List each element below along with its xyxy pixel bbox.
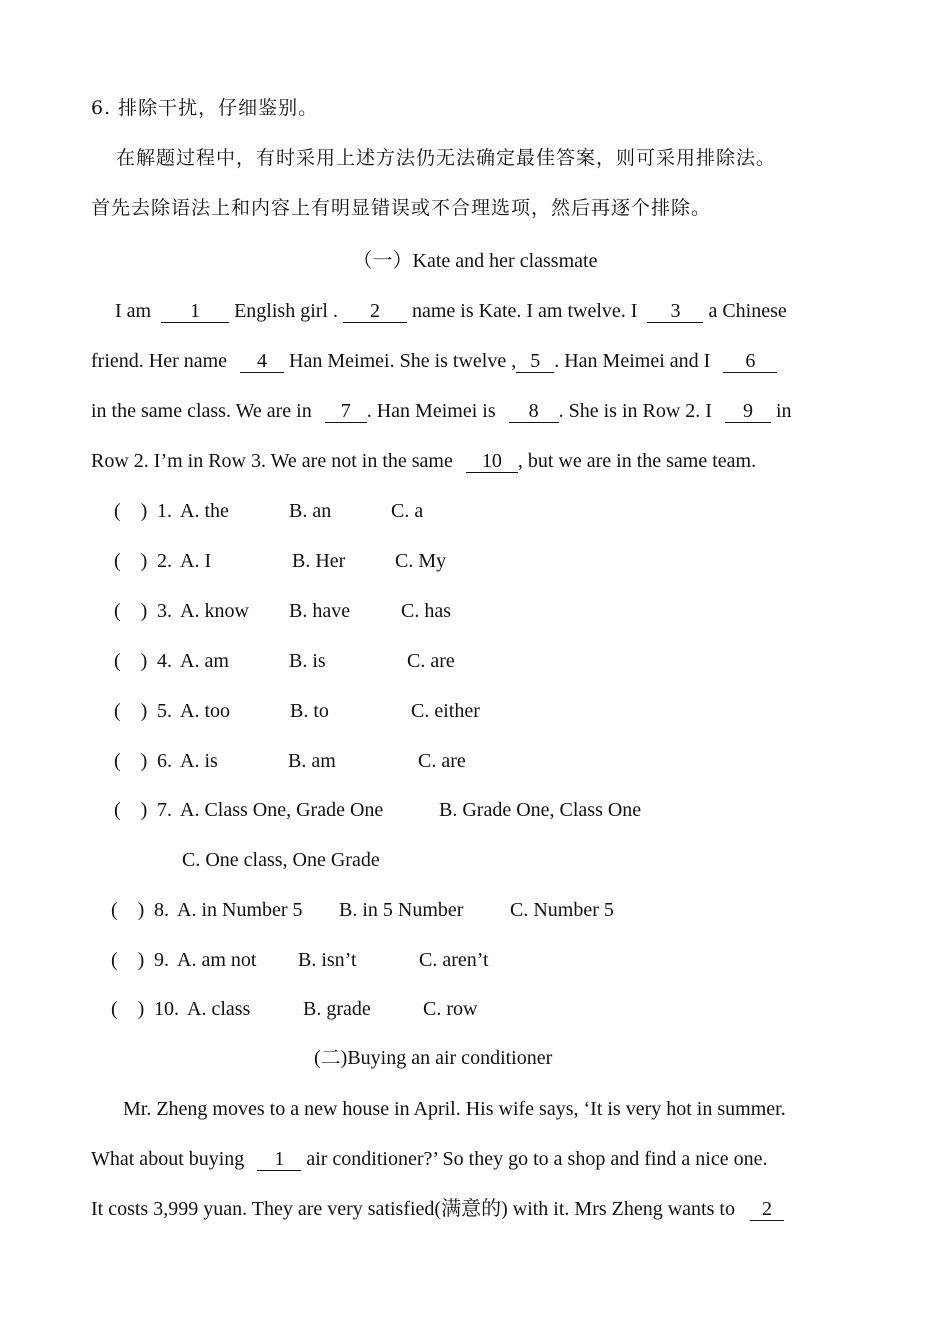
passage-text: What about buying: [91, 1148, 250, 1170]
question-number: 4.: [157, 650, 172, 672]
option-c: C. aren’t: [419, 949, 489, 971]
blank-2[interactable]: 2: [750, 1198, 784, 1221]
answer-paren[interactable]: ( ): [114, 600, 148, 622]
passage-text: . She is in Row 2. I: [558, 400, 717, 422]
blank-2[interactable]: 2: [343, 300, 407, 323]
passage-text: I am: [115, 300, 157, 322]
answer-paren[interactable]: ( ): [111, 998, 145, 1020]
question-number: 5.: [157, 700, 172, 722]
option-b: B. an: [289, 500, 332, 522]
question-number: 8.: [154, 899, 169, 921]
option-c: C. either: [411, 700, 480, 722]
passage-text: air conditioner?’ So they go to a shop and find a nice one.: [301, 1148, 768, 1170]
section1-title: （一）Kate and her classmate: [352, 250, 598, 272]
section2-line-3: [91, 1196, 784, 1222]
answer-paren[interactable]: ( ): [114, 500, 148, 522]
passage-line-1: [115, 298, 787, 324]
section2-title: (二)Buying an air conditioner: [314, 1047, 553, 1069]
question-number: 1.: [157, 500, 172, 522]
question-number: 7.: [157, 799, 172, 821]
answer-paren[interactable]: ( ): [114, 550, 148, 572]
answer-paren[interactable]: ( ): [114, 750, 148, 772]
blank-1[interactable]: 1: [161, 300, 229, 323]
blank-4[interactable]: 4: [240, 350, 284, 373]
blank-10[interactable]: 10: [466, 450, 518, 473]
section2-line-1: Mr. Zheng moves to a new house in April. His wife says, ‘It is very hot in summer.: [123, 1098, 786, 1120]
blank-1[interactable]: 1: [257, 1148, 301, 1171]
passage-text: . Han Meimei and I: [554, 350, 716, 372]
option-b: B. Her: [292, 550, 346, 572]
answer-paren[interactable]: ( ): [111, 899, 145, 921]
option-a: A. am: [180, 650, 229, 672]
passage-text: Han Meimei. She is twelve ,: [284, 350, 517, 372]
option-c: C. has: [401, 600, 451, 622]
passage-text: in: [770, 400, 792, 422]
passage-line-4: [91, 448, 756, 474]
exercise-heading: 6. 排除干扰，仔细鉴别。: [91, 97, 319, 119]
option-b: B. am: [288, 750, 336, 772]
option-c: C. row: [423, 998, 478, 1020]
answer-paren[interactable]: ( ): [111, 949, 145, 971]
option-a: A. know: [180, 600, 249, 622]
option-b: B. is: [289, 650, 326, 672]
blank-3[interactable]: 3: [647, 300, 703, 323]
passage-line-3: [91, 398, 792, 424]
option-c: C. are: [418, 750, 466, 772]
answer-paren[interactable]: ( ): [114, 650, 148, 672]
option-a: A. I: [180, 550, 212, 572]
passage-line-2: [91, 348, 777, 374]
option-b: B. isn’t: [298, 949, 357, 971]
passage-text: It costs 3,999 yuan. They are very satisfied(满意的) with it. Mrs Zheng wants to: [91, 1198, 740, 1220]
passage-text: Row 2. I’m in Row 3. We are not in the same: [91, 450, 458, 472]
blank-9[interactable]: 9: [725, 400, 771, 423]
passage-text: friend. Her name: [91, 350, 233, 372]
intro-line-1: 在解题过程中，有时采用上述方法仍无法确定最佳答案，则可采用排除法。: [116, 147, 777, 169]
option-a: A. class: [187, 998, 251, 1020]
option-c: C. One class, One Grade: [182, 849, 380, 871]
question-number: 6.: [157, 750, 172, 772]
option-a: A. am not: [177, 949, 257, 971]
question-number: 9.: [154, 949, 169, 971]
question-number: 2.: [157, 550, 172, 572]
option-a: A. too: [180, 700, 230, 722]
passage-text: . Han Meimei is: [366, 400, 501, 422]
option-c: C. are: [407, 650, 455, 672]
option-b: B. have: [289, 600, 351, 622]
question-number: 10.: [154, 998, 179, 1020]
passage-text: in the same class. We are in: [91, 400, 317, 422]
option-c: C. My: [395, 550, 447, 572]
option-a: A. in Number 5: [177, 899, 303, 921]
passage-text: , but we are in the same team.: [517, 450, 757, 472]
blank-5[interactable]: 5: [516, 350, 554, 373]
option-a: A. Class One, Grade One: [180, 799, 384, 821]
blank-6[interactable]: 6: [723, 350, 777, 373]
option-a: A. the: [180, 500, 229, 522]
intro-line-2: 首先去除语法上和内容上有明显错误或不合理选项，然后再逐个排除。: [91, 197, 712, 219]
option-b: B. grade: [303, 998, 371, 1020]
option-c: C. a: [391, 500, 424, 522]
option-b: B. Grade One, Class One: [439, 799, 642, 821]
passage-text: a Chinese: [703, 300, 787, 322]
option-a: A. is: [180, 750, 218, 772]
passage-text: English girl .: [229, 300, 343, 322]
blank-7[interactable]: 7: [325, 400, 367, 423]
answer-paren[interactable]: ( ): [114, 700, 148, 722]
option-b: B. in 5 Number: [339, 899, 464, 921]
blank-8[interactable]: 8: [509, 400, 559, 423]
section2-line-2: [91, 1146, 767, 1172]
question-number: 3.: [157, 600, 172, 622]
answer-paren[interactable]: ( ): [114, 799, 148, 821]
option-b: B. to: [290, 700, 329, 722]
passage-text: name is Kate. I am twelve. I: [406, 300, 643, 322]
option-c: C. Number 5: [510, 899, 614, 921]
